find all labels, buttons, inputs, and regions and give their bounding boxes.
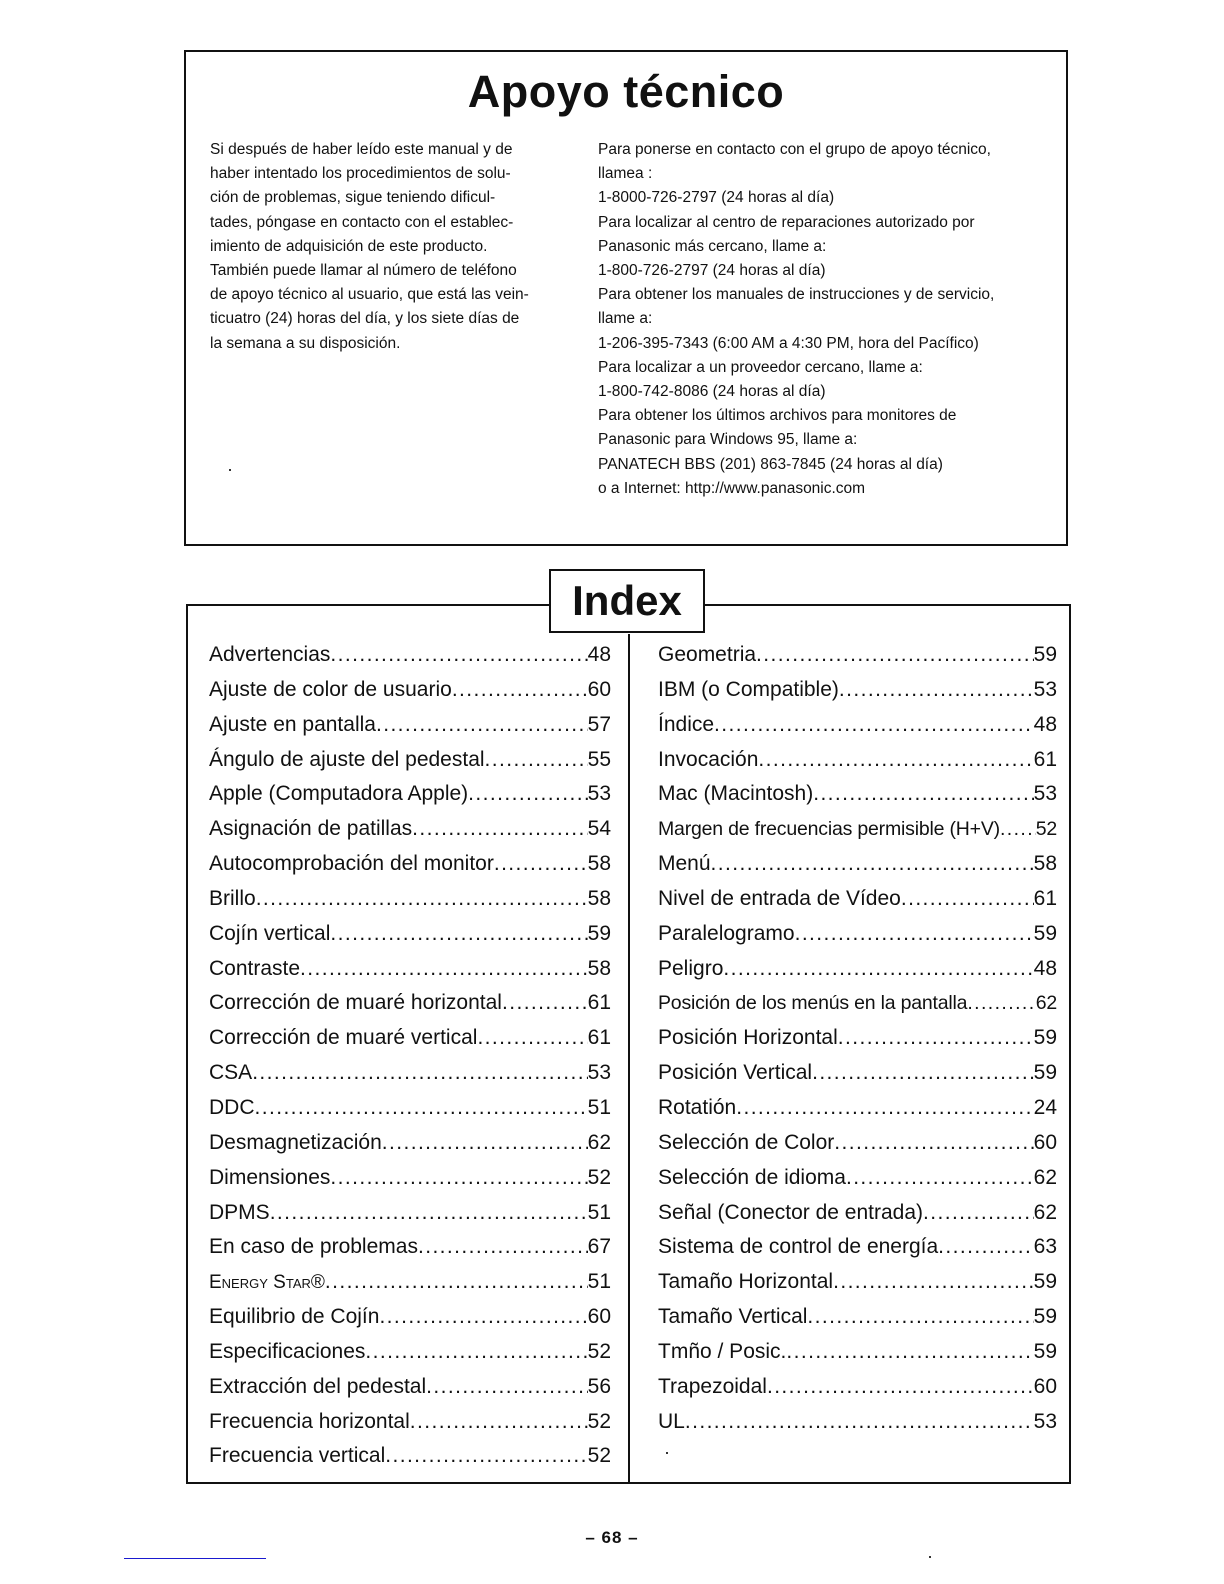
dot-leader bbox=[723, 952, 1033, 987]
dot-leader bbox=[410, 1405, 588, 1440]
index-term: Invocación bbox=[658, 747, 759, 771]
index-entry bbox=[658, 1056, 1057, 1091]
dot-leader bbox=[967, 986, 1035, 1021]
index-page: 57 bbox=[587, 712, 611, 736]
index-page: 52 bbox=[587, 1165, 611, 1189]
dot-leader bbox=[418, 1230, 588, 1265]
index-entry bbox=[209, 812, 611, 847]
index-term: Advertencias bbox=[209, 643, 331, 666]
index-entry bbox=[209, 882, 611, 917]
index-term: Energy Star® bbox=[209, 1272, 325, 1294]
dot-leader bbox=[452, 673, 588, 708]
index-page: 51 bbox=[587, 1200, 611, 1224]
support-contact-line: Para localizar al centro de reparaciones autorizado por bbox=[598, 213, 975, 231]
dot-leader bbox=[807, 1300, 1033, 1335]
index-entry bbox=[209, 1405, 611, 1440]
support-intro-line: la semana a su disposición. bbox=[210, 334, 401, 352]
index-page: 61 bbox=[1033, 886, 1057, 910]
support-contact-line: Para localizar a un proveedor cercano, llame a: bbox=[598, 358, 923, 376]
index-term: Trapezoidal bbox=[658, 1374, 767, 1398]
index-term: DPMS bbox=[209, 1200, 270, 1224]
index-entry bbox=[209, 1091, 611, 1126]
index-term: Posición de los menús en la pantalla bbox=[658, 992, 968, 1015]
dot-leader bbox=[758, 743, 1033, 778]
index-entry bbox=[658, 986, 1057, 1021]
index-entry bbox=[658, 777, 1057, 812]
dot-leader bbox=[736, 1091, 1033, 1126]
support-contact-line: Panasonic para Windows 95, llame a: bbox=[598, 431, 858, 449]
index-entry bbox=[209, 1300, 611, 1335]
index-entry bbox=[209, 1335, 611, 1370]
index-term: Cojín vertical bbox=[209, 921, 331, 945]
technical-support-section bbox=[184, 50, 1068, 546]
dot-leader bbox=[330, 1161, 587, 1196]
dot-leader bbox=[426, 1370, 588, 1405]
index-term: Contraste bbox=[209, 956, 301, 980]
index-page: 24 bbox=[1033, 1095, 1057, 1119]
support-phone-number: 1-800-742-8086 (24 horas al día) bbox=[598, 383, 826, 401]
index-term: DDC bbox=[209, 1095, 255, 1119]
index-page: 59 bbox=[1033, 1339, 1057, 1363]
dot-leader bbox=[767, 1370, 1034, 1405]
dot-leader bbox=[468, 777, 587, 812]
index-entry bbox=[658, 1230, 1057, 1265]
index-page: 52 bbox=[587, 1409, 611, 1433]
scan-speck bbox=[229, 469, 231, 471]
dot-leader bbox=[795, 917, 1034, 952]
index-term: Tmño / Posic. bbox=[658, 1339, 787, 1363]
index-term: CSA bbox=[209, 1061, 253, 1085]
index-page: 51 bbox=[587, 1270, 611, 1294]
index-entry bbox=[209, 673, 611, 708]
support-title: Apoyo técnico bbox=[467, 66, 785, 117]
index-page: 53 bbox=[1033, 677, 1057, 701]
index-page: 53 bbox=[587, 1061, 611, 1085]
index-term: Menú bbox=[658, 852, 711, 876]
support-intro-line: También puede llamar al número de teléfono bbox=[210, 262, 517, 280]
index-term: Frecuencia horizontal bbox=[209, 1409, 410, 1433]
dot-leader bbox=[813, 777, 1033, 812]
index-page: 56 bbox=[587, 1374, 611, 1398]
index-page: 58 bbox=[587, 852, 611, 876]
support-intro-line: ción de problemas, sigue teniendo dificul- bbox=[210, 189, 496, 207]
index-entry bbox=[209, 1021, 611, 1056]
index-entry bbox=[209, 1161, 611, 1196]
index-page: 60 bbox=[587, 677, 611, 701]
dot-leader bbox=[812, 1056, 1034, 1091]
index-page: 62 bbox=[1033, 1200, 1057, 1224]
index-term: Rotatión bbox=[658, 1095, 737, 1119]
index-page: 67 bbox=[587, 1235, 611, 1259]
dot-leader bbox=[838, 1021, 1034, 1056]
index-term: Posición Vertical bbox=[658, 1061, 813, 1085]
dot-leader bbox=[255, 1091, 588, 1126]
index-page: 60 bbox=[587, 1305, 611, 1329]
index-page: 59 bbox=[587, 921, 611, 945]
index-right-column bbox=[658, 638, 1057, 1439]
dot-leader bbox=[901, 882, 1034, 917]
index-page: 62 bbox=[1033, 1165, 1057, 1189]
dot-leader bbox=[938, 1230, 1033, 1265]
dot-leader bbox=[365, 1335, 587, 1370]
scan-speck bbox=[666, 1452, 668, 1454]
page-number: – 68 – bbox=[585, 1528, 639, 1547]
index-entry bbox=[209, 1056, 611, 1091]
dot-leader bbox=[412, 812, 588, 847]
dot-leader bbox=[786, 1335, 1033, 1370]
index-page: 58 bbox=[587, 956, 611, 980]
index-page: 52 bbox=[1035, 818, 1057, 841]
index-entry bbox=[209, 777, 611, 812]
index-entry bbox=[209, 1196, 611, 1231]
support-phone-number: 1-206-395-7343 (6:00 AM a 4:30 PM, hora del Pacífico) bbox=[598, 334, 979, 352]
support-contact-line: Panasonic más cercano, llame a: bbox=[598, 237, 827, 255]
support-contact-line: llamea : bbox=[598, 165, 653, 183]
index-entry bbox=[658, 1300, 1057, 1335]
dot-leader bbox=[494, 847, 588, 882]
index-entry bbox=[658, 1196, 1057, 1231]
index-entry bbox=[209, 952, 611, 987]
index-term: Geometria bbox=[658, 643, 757, 666]
dot-leader bbox=[502, 986, 588, 1021]
dot-leader bbox=[256, 882, 588, 917]
index-term: Tamaño Horizontal bbox=[658, 1270, 834, 1294]
index-page: 53 bbox=[587, 782, 611, 806]
dot-leader bbox=[270, 1196, 588, 1231]
index-term: Sistema de control de energía bbox=[658, 1235, 939, 1259]
index-term: Asignación de patillas bbox=[209, 817, 413, 841]
index-page: 60 bbox=[1033, 1374, 1057, 1398]
dot-leader bbox=[833, 1265, 1034, 1300]
index-term: Especificaciones bbox=[209, 1339, 366, 1363]
index-entry bbox=[209, 708, 611, 743]
index-entry bbox=[658, 882, 1057, 917]
index-entry bbox=[209, 917, 611, 952]
dot-leader bbox=[330, 638, 587, 673]
index-entry bbox=[658, 638, 1057, 673]
index-term: Índice bbox=[658, 712, 715, 736]
support-intro-line: imiento de adquisición de este producto. bbox=[210, 237, 488, 255]
dot-leader bbox=[385, 1439, 587, 1474]
dot-leader bbox=[477, 1021, 587, 1056]
index-term: UL bbox=[658, 1409, 685, 1433]
support-intro-line: haber intentado los procedimientos de solu- bbox=[210, 165, 511, 183]
index-term: Nivel de entrada de Vídeo bbox=[658, 886, 901, 910]
index-term: Dimensiones bbox=[209, 1165, 331, 1189]
index-page: 62 bbox=[1035, 992, 1057, 1015]
index-entry bbox=[209, 1370, 611, 1405]
index-page: 53 bbox=[1033, 782, 1057, 806]
support-contact-line: llame a: bbox=[598, 310, 653, 328]
index-page: 52 bbox=[587, 1444, 611, 1468]
dot-leader bbox=[839, 673, 1034, 708]
dot-leader bbox=[714, 708, 1034, 743]
index-page: 52 bbox=[587, 1339, 611, 1363]
index-page: 60 bbox=[1033, 1130, 1057, 1154]
index-term: Paralelogramo bbox=[658, 921, 795, 945]
support-intro-line: tades, póngase en contacto con el establec- bbox=[210, 213, 514, 231]
index-entry bbox=[658, 952, 1057, 987]
index-entry bbox=[658, 743, 1057, 778]
index-entry bbox=[658, 1370, 1057, 1405]
index-term: Peligro bbox=[658, 956, 724, 980]
index-entry bbox=[658, 847, 1057, 882]
scan-speck bbox=[929, 1556, 931, 1558]
index-term: Brillo bbox=[209, 886, 256, 910]
index-page: 59 bbox=[1033, 1270, 1057, 1294]
index-term: En caso de problemas bbox=[209, 1235, 418, 1259]
index-term: Ángulo de ajuste del pedestal bbox=[209, 747, 485, 771]
support-contact-line: Para ponerse en contacto con el grupo de apoyo técnico, bbox=[598, 141, 991, 158]
index-term: Ajuste de color de usuario bbox=[209, 677, 452, 701]
dot-leader bbox=[379, 1300, 587, 1335]
index-page: 48 bbox=[1033, 712, 1057, 736]
index-term: Corrección de muaré horizontal bbox=[209, 991, 502, 1015]
dot-leader bbox=[376, 708, 588, 743]
index-column-divider bbox=[628, 634, 630, 1484]
index-page: 59 bbox=[1033, 1026, 1057, 1050]
index-page: 62 bbox=[587, 1130, 611, 1154]
support-website-line: o a Internet: http://www.panasonic.com bbox=[598, 479, 866, 497]
index-term: Mac (Macintosh) bbox=[658, 782, 814, 806]
index-entry bbox=[209, 1126, 611, 1161]
index-page: 63 bbox=[1033, 1235, 1057, 1259]
support-contact-list bbox=[598, 138, 1058, 501]
index-entry bbox=[209, 1439, 611, 1474]
support-intro-line: de apoyo técnico al usuario, que está las vein- bbox=[210, 286, 529, 304]
dot-leader bbox=[325, 1265, 588, 1300]
index-entry bbox=[209, 1230, 611, 1265]
index-page: 59 bbox=[1033, 921, 1057, 945]
index-entry bbox=[658, 1335, 1057, 1370]
index-entry bbox=[209, 986, 611, 1021]
index-entry bbox=[209, 847, 611, 882]
index-entry bbox=[209, 743, 611, 778]
index-title: Index bbox=[549, 569, 705, 633]
index-entry bbox=[658, 812, 1057, 847]
dot-leader bbox=[756, 638, 1034, 673]
index-term: Desmagnetización bbox=[209, 1130, 382, 1154]
index-term: Selección de idioma bbox=[658, 1165, 846, 1189]
index-entry bbox=[209, 638, 611, 673]
index-term: Tamaño Vertical bbox=[658, 1305, 808, 1329]
support-phone-number: 1-8000-726-2797 (24 horas al día) bbox=[598, 189, 835, 207]
index-term: Frecuencia vertical bbox=[209, 1444, 386, 1468]
index-entry bbox=[658, 1021, 1057, 1056]
index-page: 61 bbox=[587, 991, 611, 1015]
index-page: 53 bbox=[1033, 1409, 1057, 1433]
index-entry bbox=[658, 917, 1057, 952]
index-entry bbox=[658, 1405, 1057, 1440]
index-term: Autocomprobación del monitor bbox=[209, 852, 494, 876]
index-entry bbox=[209, 1265, 611, 1300]
dot-leader bbox=[330, 917, 587, 952]
dot-leader bbox=[923, 1196, 1034, 1231]
support-intro-text bbox=[210, 138, 570, 356]
support-phone-number: PANATECH BBS (201) 863-7845 (24 horas al día) bbox=[598, 455, 943, 473]
index-entry bbox=[658, 1161, 1057, 1196]
support-intro-line: ticuatro (24) horas del día, y los siete días de bbox=[210, 310, 520, 328]
index-entry bbox=[658, 708, 1057, 743]
index-entry bbox=[658, 1265, 1057, 1300]
dot-leader bbox=[485, 743, 588, 778]
index-term: Ajuste en pantalla bbox=[209, 712, 376, 736]
index-page: 48 bbox=[587, 643, 611, 666]
index-term: Equilibrio de Cojín bbox=[209, 1305, 380, 1329]
dot-leader bbox=[382, 1126, 588, 1161]
footer-rule bbox=[124, 1558, 266, 1559]
index-page: 61 bbox=[587, 1026, 611, 1050]
index-term: IBM (o Compatible) bbox=[658, 677, 839, 701]
index-page: 54 bbox=[587, 817, 611, 841]
index-term: Señal (Conector de entrada) bbox=[658, 1200, 923, 1224]
index-page: 61 bbox=[1033, 747, 1057, 771]
index-page: 48 bbox=[1033, 956, 1057, 980]
dot-leader bbox=[846, 1161, 1034, 1196]
index-term: Corrección de muaré vertical bbox=[209, 1026, 478, 1050]
dot-leader bbox=[252, 1056, 587, 1091]
index-page: 59 bbox=[1033, 1061, 1057, 1085]
index-term: Apple (Computadora Apple) bbox=[209, 782, 469, 806]
support-intro-line: Si después de haber leído este manual y de bbox=[210, 141, 513, 158]
index-entry bbox=[658, 1091, 1057, 1126]
index-term: Selección de Color bbox=[658, 1130, 835, 1154]
index-page: 58 bbox=[1033, 852, 1057, 876]
index-left-column bbox=[209, 638, 611, 1474]
support-phone-number: 1-800-726-2797 (24 horas al día) bbox=[598, 262, 826, 280]
support-contact-line: Para obtener los últimos archivos para monitores de bbox=[598, 407, 957, 425]
dot-leader bbox=[300, 952, 588, 987]
index-term: Margen de frecuencias permisible (H+V) bbox=[658, 818, 1000, 841]
index-page: 59 bbox=[1033, 643, 1057, 666]
index-entry bbox=[658, 673, 1057, 708]
index-page: 55 bbox=[587, 747, 611, 771]
index-page: 51 bbox=[587, 1095, 611, 1119]
index-page: 59 bbox=[1033, 1305, 1057, 1329]
index-term: Posición Horizontal bbox=[658, 1026, 838, 1050]
dot-leader bbox=[711, 847, 1034, 882]
dot-leader bbox=[1000, 812, 1036, 847]
support-contact-line: Para obtener los manuales de instrucciones y de servicio, bbox=[598, 286, 995, 304]
index-term: Extracción del pedestal bbox=[209, 1374, 427, 1398]
index-page: 58 bbox=[587, 886, 611, 910]
dot-leader bbox=[834, 1126, 1033, 1161]
index-entry bbox=[658, 1126, 1057, 1161]
dot-leader bbox=[685, 1405, 1034, 1440]
